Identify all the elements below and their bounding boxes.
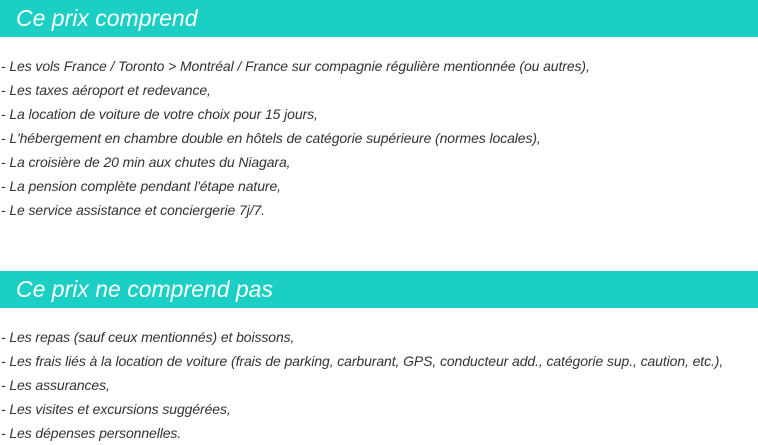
list-item: - Les visites et excursions suggérées, [1,401,231,417]
list-item: - L'hébergement en chambre double en hôtels de catégorie supérieure (normes locales), [1,130,541,146]
included-section [0,0,758,222]
list-item: - Les taxes aéroport et redevance, [1,82,211,98]
list-item: - La croisière de 20 min aux chutes du Niagara, [1,154,291,170]
excluded-list [0,325,758,445]
list-item: - Les dépenses personnelles. [1,425,182,441]
included-list [0,54,758,222]
list-item: - Les frais liés à la location de voiture (frais de parking, carburant, GPS, conducteur add., catégorie sup., caution, etc.), [1,353,724,369]
list-item: - La pension complète pendant l'étape nature, [1,178,281,194]
included-heading: Ce prix comprend [0,0,758,37]
list-item: - Les vols France / Toronto > Montréal / France sur compagnie régulière mentionnée (ou autres), [1,58,590,74]
list-item: - Les repas (sauf ceux mentionnés) et boissons, [1,329,295,345]
excluded-heading: Ce prix ne comprend pas [0,271,758,308]
list-item: - La location de voiture de votre choix pour 15 jours, [1,106,318,122]
excluded-section [0,271,758,445]
list-item: - Le service assistance et conciergerie 7j/7. [1,202,265,218]
list-item: - Les assurances, [1,377,110,393]
